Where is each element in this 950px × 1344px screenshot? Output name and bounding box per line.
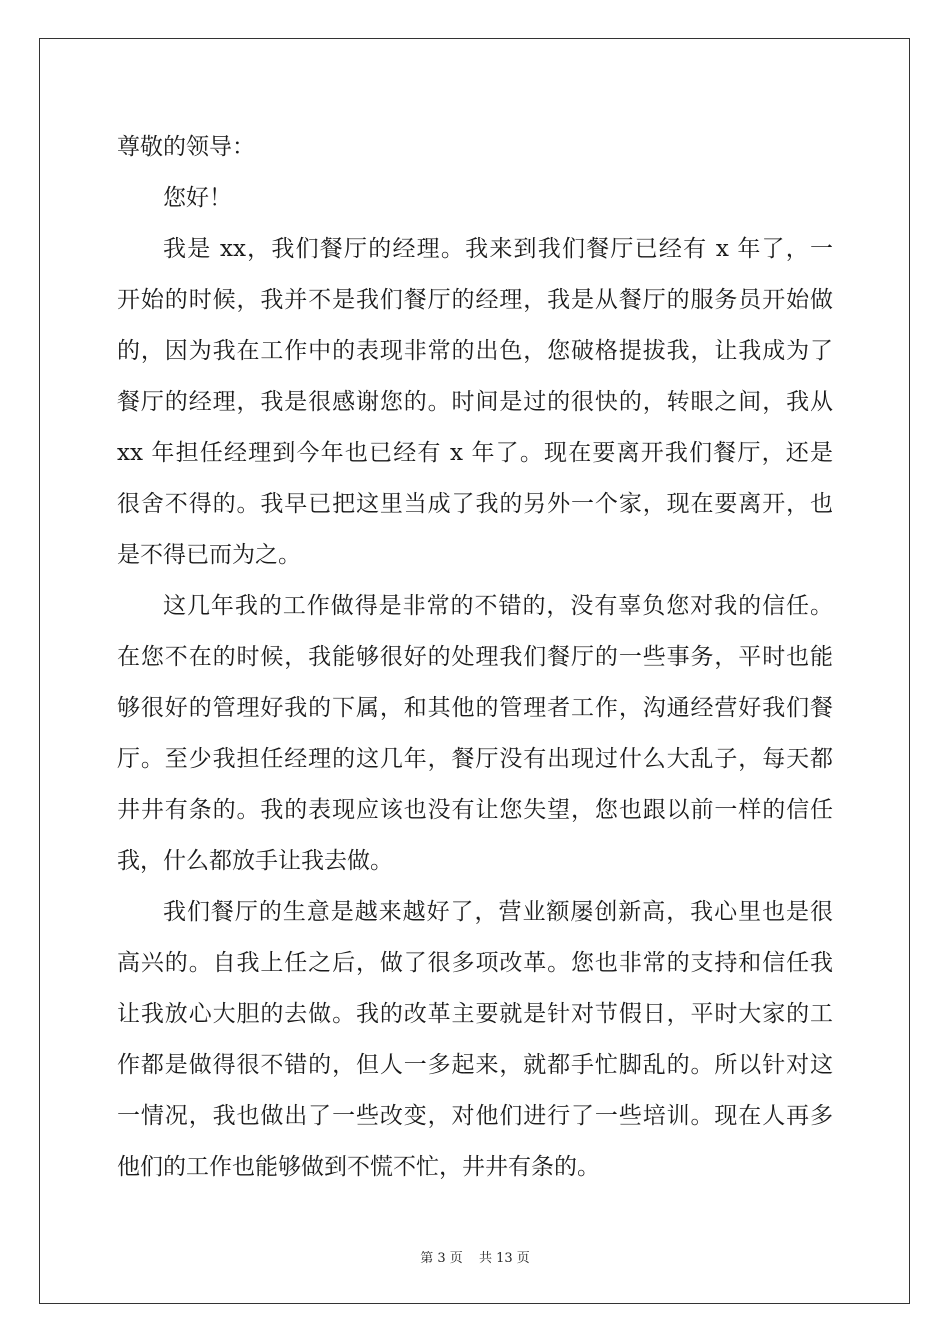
paragraph-line: 够很好的管理好我的下属，和其他的管理者工作，沟通经营好我们餐: [117, 695, 833, 721]
paragraph-line: 开始的时候，我并不是我们餐厅的经理，我是从餐厅的服务员开始做: [117, 287, 833, 313]
paragraph-line: 让我放心大胆的去做。我的改革主要就是针对节假日，平时大家的工: [117, 1001, 833, 1027]
paragraph-line: 一情况，我也做出了一些改变，对他们进行了一些培训。现在人再多: [117, 1103, 833, 1129]
page-number: 第 3 页: [420, 1251, 463, 1266]
paragraph-line: 井井有条的。我的表现应该也没有让您失望，您也跟以前一样的信任: [117, 797, 833, 823]
paragraph-line: 餐厅的经理，我是很感谢您的。时间是过的很快的，转眼之间，我从: [117, 389, 833, 415]
greeting: 您好！: [163, 185, 232, 211]
paragraph-line: 我，什么都放手让我去做。: [117, 848, 393, 874]
paragraph-line: 作都是做得很不错的，但人一多起来，就都手忙脚乱的。所以针对这: [117, 1052, 833, 1078]
paragraph-line: 很舍不得的。我早已把这里当成了我的另外一个家，现在要离开，也: [117, 491, 833, 517]
paragraph-line: 我们餐厅的生意是越来越好了，营业额屡创新高，我心里也是很: [163, 899, 833, 925]
paragraph-line: 在您不在的时候，我能够很好的处理我们餐厅的一些事务，平时也能: [117, 644, 833, 670]
page-total: 共 13 页: [478, 1251, 530, 1266]
paragraph-line: 厅。至少我担任经理的这几年，餐厅没有出现过什么大乱子，每天都: [117, 746, 833, 772]
paragraph-line: 这几年我的工作做得是非常的不错的，没有辜负您对我的信任。: [163, 593, 833, 619]
paragraph-line: 是不得已而为之。: [117, 542, 301, 568]
paragraph-line: 他们的工作也能够做到不慌不忙，井井有条的。: [117, 1154, 600, 1180]
paragraph-line: 高兴的。自我上任之后，做了很多项改革。您也非常的支持和信任我: [117, 950, 833, 976]
paragraph-line: 的，因为我在工作中的表现非常的出色，您破格提拔我，让我成为了: [117, 338, 833, 364]
letter-body: [117, 128, 833, 1199]
paragraph-3: [117, 893, 833, 1187]
paragraph-line: xx 年担任经理到今年也已经有 x 年了。现在要离开我们餐厅，还是: [117, 440, 833, 466]
page-footer: [0, 1247, 950, 1266]
paragraph-line: 我是 xx，我们餐厅的经理。我来到我们餐厅已经有 x 年了，一: [163, 236, 833, 262]
paragraph-2: [117, 587, 833, 881]
salutation: 尊敬的领导：: [117, 134, 255, 160]
paragraph-1: [117, 230, 833, 575]
